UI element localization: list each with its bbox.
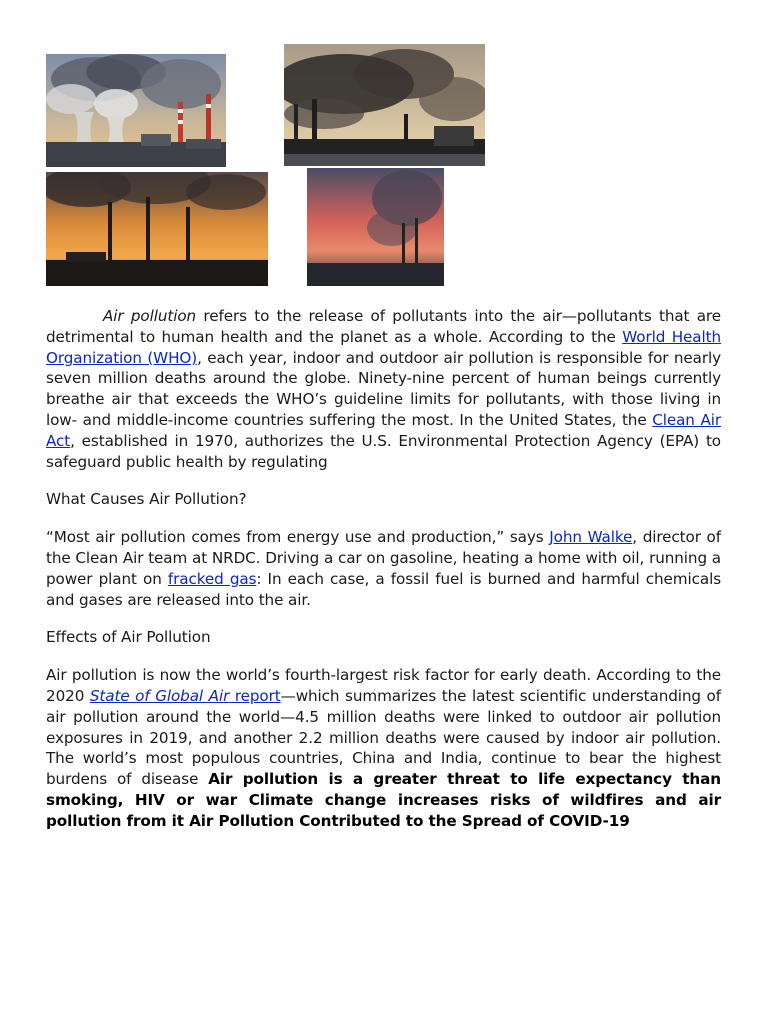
state-of-global-air-link[interactable]: [90, 687, 281, 705]
who-link[interactable]: World Health Organization (WHO): [46, 327, 721, 367]
causes-text-1: “Most air pollution comes from energy use and production,” says: [46, 528, 550, 547]
report-link-text: report: [229, 686, 281, 705]
causes-text-2: , director of the Clean Air team at NRDC. Driving a car on gasoline, heating a home with oil, running a power plant on: [46, 528, 721, 588]
effects-paragraph: [46, 665, 721, 831]
clean-air-act-link[interactable]: Clean Air Act: [46, 410, 722, 450]
article-body: [46, 306, 721, 849]
industrial-smokestacks-harbor-photo: [284, 44, 485, 166]
causes-text-3: : In each case, a fossil fuel is burned and harmful chemicals and gases are released into the air.: [46, 569, 722, 609]
john-walke-link[interactable]: John Walke: [549, 528, 633, 547]
causes-paragraph: [46, 527, 721, 610]
air-pollution-term: Air pollution: [103, 307, 197, 325]
smokestacks-sunset-photo: [46, 172, 268, 286]
effects-text-2: —which summarizes the latest scientific understanding of air pollution around the world—4.5 million deaths were linked to outdoor air pollution exposures in 2019, and another 2.2 million deaths were caused by indoor air pollution. The world’s most populous countries, China and India, continue to bear the highest burdens of disease: [46, 686, 721, 789]
intro-paragraph: [46, 306, 721, 472]
causes-heading: What Causes Air Pollution?: [46, 490, 247, 509]
intro-text-1: refers to the release of pollutants into the air—pollutants that are detrimental to human health and the planet as a whole. According to the: [46, 307, 721, 346]
effects-heading: Effects of Air Pollution: [46, 628, 211, 647]
state-of-global-air-title: State of Global Air: [89, 686, 230, 705]
smokestacks-red-sky-photo: [307, 168, 444, 286]
effects-text-1: Air pollution is now the world’s fourth-largest risk factor for early death. According to the 2020: [46, 666, 721, 705]
fracked-gas-link[interactable]: fracked gas: [167, 569, 257, 588]
power-plant-cooling-towers-photo: [46, 54, 226, 167]
bold-headlines: Air pollution is a greater threat to life expectancy than smoking, HIV or war Climate change increases risks of wildfires and air pollution from it Air Pollution Contributed to the Spread of COVID-19: [46, 770, 721, 830]
intro-text-3: , established in 1970, authorizes the U.S. Environmental Protection Agency (EPA) to safeguard public health by regulating: [46, 431, 721, 471]
intro-text-2: , each year, indoor and outdoor air pollution is responsible for nearly seven million deaths around the globe. Ninety-nine percent of human beings currently breathe air that exceeds the WHO’s guideline limits for pollutants, with those living in low- and middle-income countries suffering the most. In the United States, the: [46, 348, 721, 429]
